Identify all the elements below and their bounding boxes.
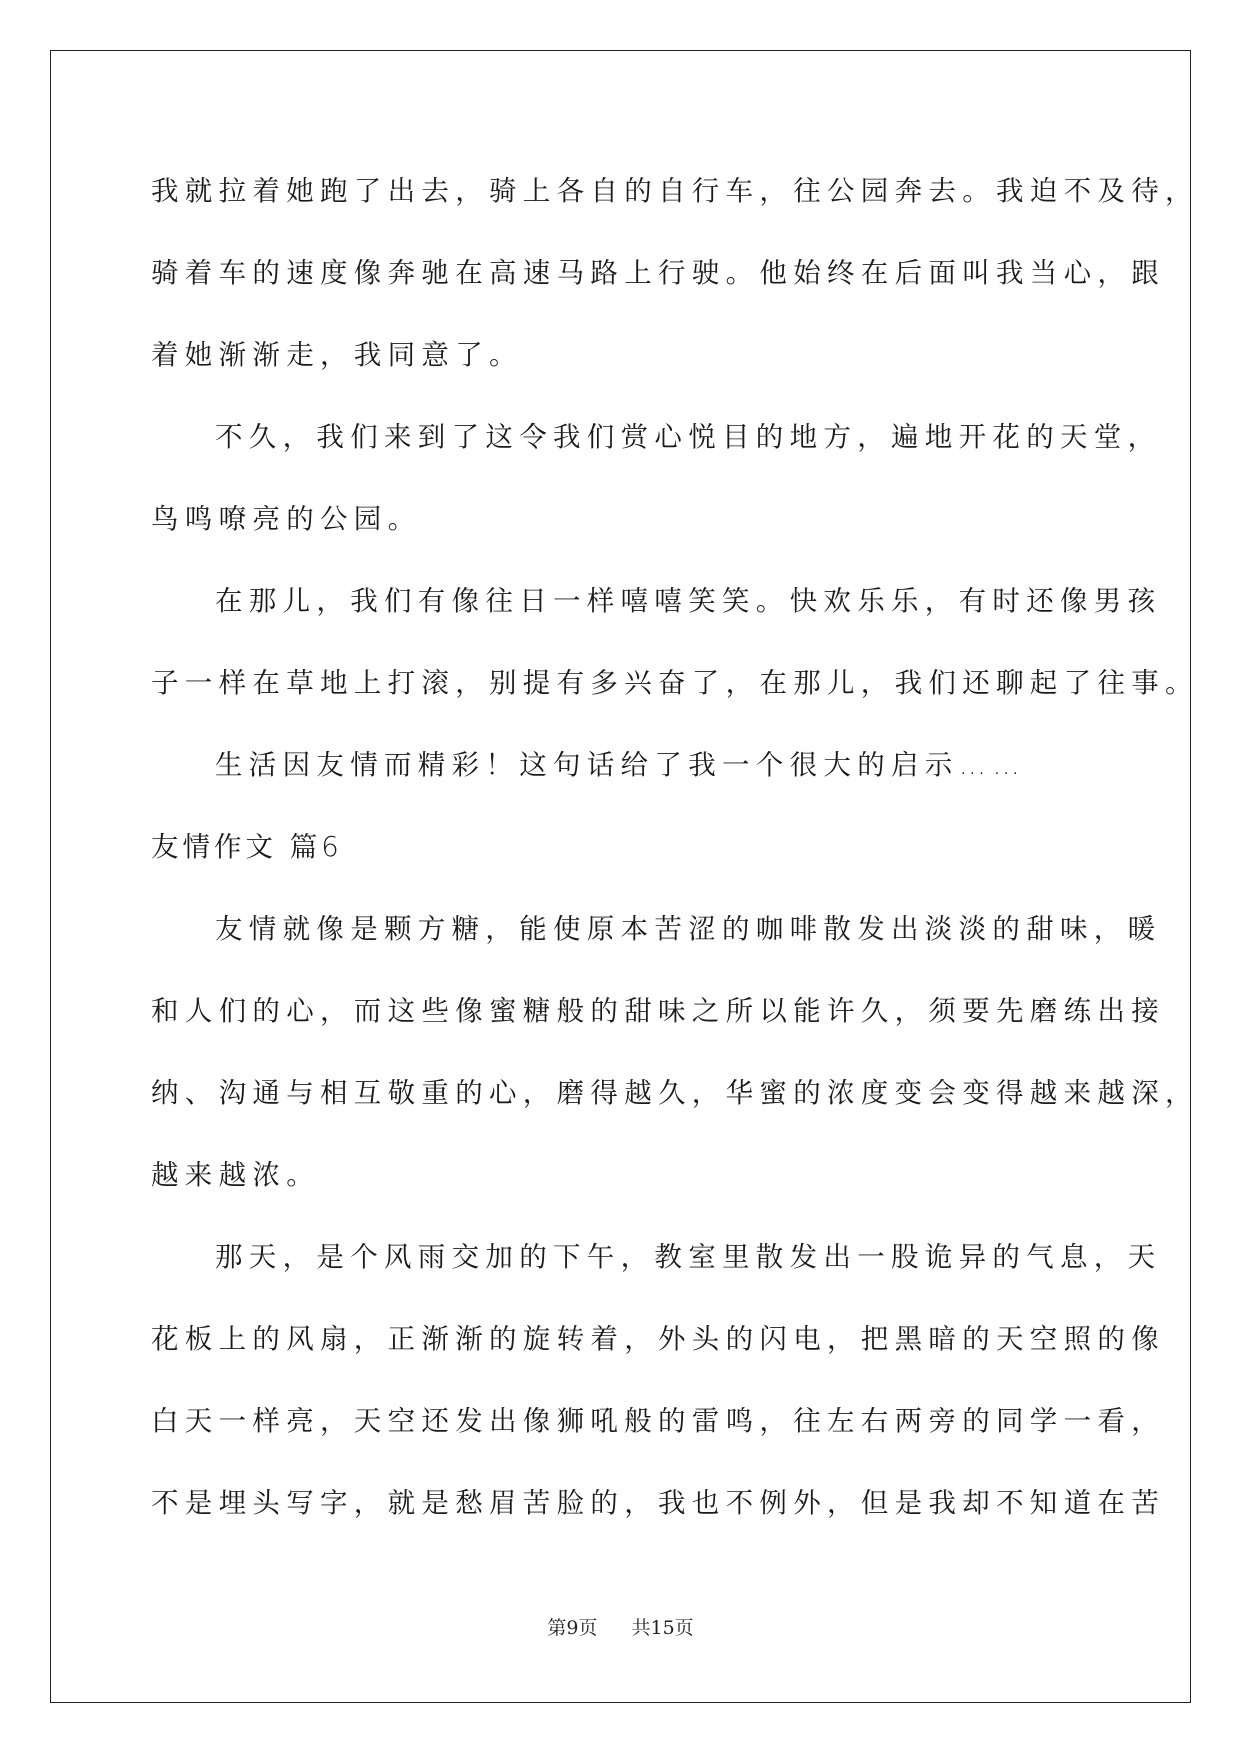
text-line: 我就拉着她跑了出去，骑上各自的自行车，往公园奔去。我迫不及待， (151, 175, 1199, 207)
page-total: 共15页 (631, 1617, 694, 1639)
text-line: 花板上的风扇，正渐渐的旋转着，外头的闪电，把黑暗的天空照的像 (151, 1323, 1165, 1355)
paragraph-start-line: 不久，我们来到了这令我们赏心悦目的地方，遍地开花的天堂， (215, 421, 1162, 453)
text-line: 着她渐渐走，我同意了。 (151, 339, 523, 371)
section-heading: 友情作文 篇6 (151, 831, 343, 863)
page-footer (0, 1613, 1241, 1640)
text-line: 骑着车的速度像奔驰在高速马路上行驶。他始终在后面叫我当心，跟 (151, 257, 1165, 289)
paragraph-start-line: 生活因友情而精彩！这句话给了我一个很大的启示…… (215, 749, 1027, 781)
text-line: 不是埋头写字，就是愁眉苦脸的，我也不例外，但是我却不知道在苦 (151, 1487, 1165, 1519)
text-line: 和人们的心，而这些像蜜糖般的甜味之所以能许久，须要先磨练出接 (151, 995, 1165, 1027)
text-line: 鸟鸣嘹亮的公园。 (151, 503, 422, 535)
text-line: 纳、沟通与相互敬重的心，磨得越久，华蜜的浓度变会变得越来越深， (151, 1077, 1199, 1109)
text-line: 白天一样亮，天空还发出像狮吼般的雷鸣，往左右两旁的同学一看， (151, 1405, 1165, 1437)
document-body (151, 158, 1199, 1552)
paragraph-start-line: 在那儿，我们有像往日一样嘻嘻笑笑。快欢乐乐，有时还像男孩 (215, 585, 1162, 617)
text-line: 越来越浓。 (151, 1159, 320, 1191)
page-number: 第9页 (547, 1617, 598, 1639)
paragraph-start-line: 友情就像是颗方糖，能使原本苦涩的咖啡散发出淡淡的甜味，暖 (215, 913, 1162, 945)
text-line: 子一样在草地上打滚，别提有多兴奋了，在那儿，我们还聊起了往事。 (151, 667, 1199, 699)
paragraph-start-line: 那天，是个风雨交加的下午，教室里散发出一股诡异的气息，天 (215, 1241, 1162, 1273)
